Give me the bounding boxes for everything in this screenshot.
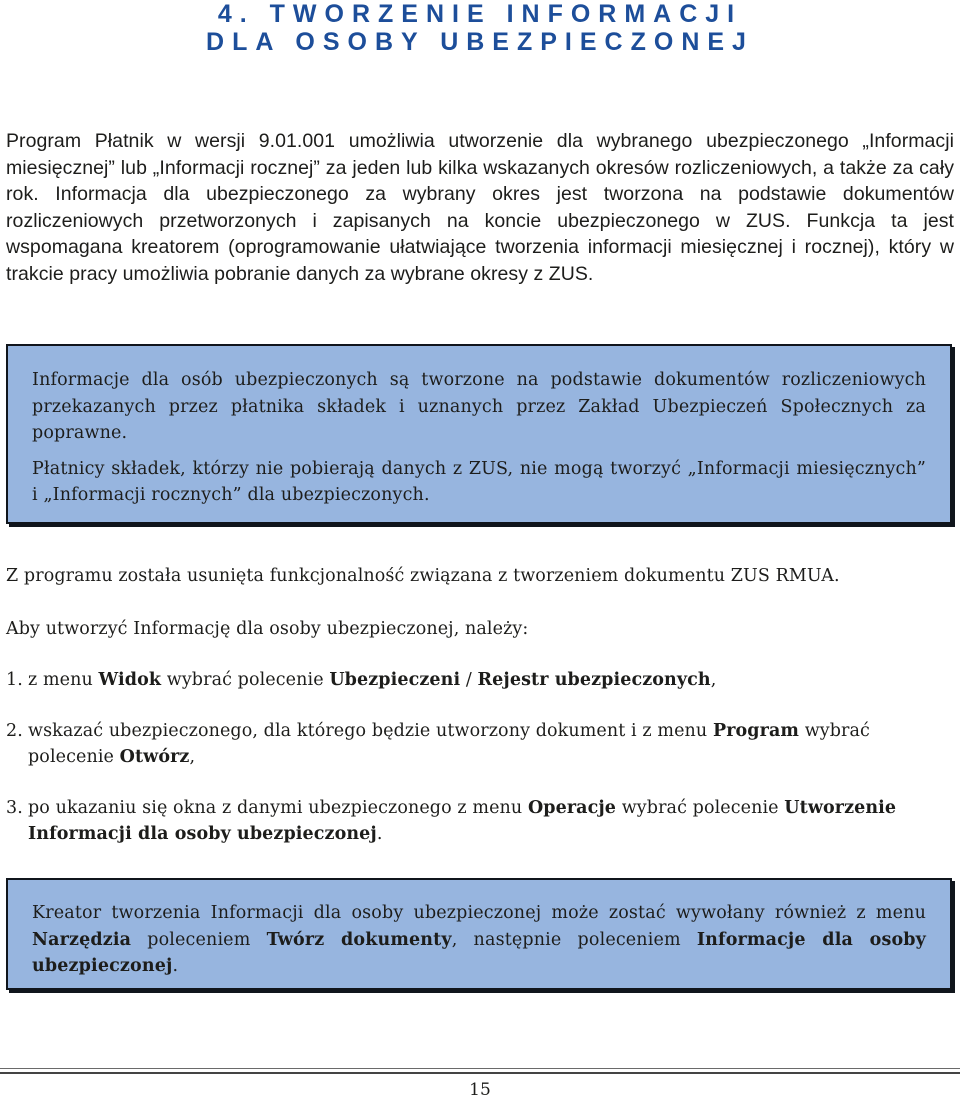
intro-paragraph [6,128,954,287]
step-text-part: z menu [28,670,99,690]
step-3 [6,795,954,847]
note-box-1-paragraph-2: Płatnicy składek, którzy nie pobierają danych z ZUS, nie mogą tworzyć „Informacji miesięcznych” i „Informacji rocznych” dla ubezpieczonych. [32,458,926,505]
step-text-part: wybrać polecenie [161,670,330,690]
step-number: 1. [6,670,23,690]
page-number: 15 [469,1080,491,1100]
note-text-part: , następnie poleceniem [451,929,697,950]
note-text-part: Kreator tworzenia Informacji dla osoby ubezpieczonej może zostać wywołany również z menu [32,903,926,923]
command-ubezpieczeni: Ubezpieczeni [329,670,461,690]
command-rejestr-ubezpieczonych: Rejestr ubezpieczonych [477,670,711,690]
note-box-wizard-shortcut [6,878,952,990]
note-box-1-paragraph-1: Informacje dla osób ubezpieczonych są tworzone na podstawie dokumentów rozliczeniowych przekazanych przez płatnika składek i uznanych przez Zakład Ubezpieczeń Społecznych za poprawne. [32,370,926,443]
command-otworz: Otwórz [119,747,190,767]
menu-name-narzedzia: Narzędzia [32,929,132,950]
step-text [28,795,954,847]
section-heading [0,0,960,56]
step-number: 3. [6,798,23,818]
step-number: 2. [6,721,23,741]
section-heading-line-1: 4. TWORZENIE INFORMACJI [217,0,743,28]
step-text-part: wybrać polecenie [616,798,785,818]
note-text-part: poleceniem [131,929,267,950]
menu-name-operacje: Operacje [527,798,617,818]
step-text-part: wskazać ubezpieczonego, dla którego będzie utworzony dokument i z menu [28,721,713,741]
footer-rule-bottom [0,1072,960,1074]
menu-name-widok: Widok [98,670,162,690]
footer-rule-top [0,1068,960,1069]
removed-functionality-notice: Z programu została usunięta funkcjonalność związana z tworzeniem dokumentu ZUS RMUA. [6,566,840,586]
command-utworzenie-informacji: Utworzenie Informacji dla osoby ubezpieczonej [28,798,897,844]
step-text-part: po ukazaniu się okna z danymi ubezpieczonego z menu [28,798,528,818]
note-text-part: . [172,956,179,976]
note-box-data-source [6,344,952,524]
step-text [28,718,954,770]
step-text-part: wybrać polecenie [28,721,870,767]
step-text-part: , [189,747,196,767]
step-text-part: / [460,670,478,690]
step-text-part: . [376,824,383,844]
note-box-2-text [32,900,926,980]
step-text [28,667,954,693]
command-informacje-dla-osoby: Informacje dla osoby ubezpieczonej [32,929,926,976]
step-text-part: , [710,670,717,690]
step-1 [6,667,954,693]
menu-name-program: Program [712,721,800,741]
how-to-intro: Aby utworzyć Informację dla osoby ubezpieczonej, należy: [6,619,529,639]
step-2 [6,718,954,770]
section-heading-line-2: DLA OSOBY UBEZPIECZONEJ [206,28,754,56]
command-tworz-dokumenty: Twórz dokumenty [266,929,452,950]
intro-text: Program Płatnik w wersji 9.01.001 umożliwia utworzenie dla wybranego ubezpieczonego „Informacji miesięcznej” lub „Informacji rocznej” za jeden lub kilka wskazanych okresów rozliczeniowych, a także za cały rok. Informacja dla ubezpieczonego za wybrany okres jest tworzona na podstawie dokumentów rozliczeniowych przetworzonych i zapisanych na koncie ubezpieczonego w ZUS. Funkcja ta jest wspomagana kreatorem (oprogramowanie ułatwiające tworzenia informacji miesięcznej i rocznej), który w trakcie pracy umożliwia pobranie danych za wybrane okresy z ZUS. [6,130,954,285]
